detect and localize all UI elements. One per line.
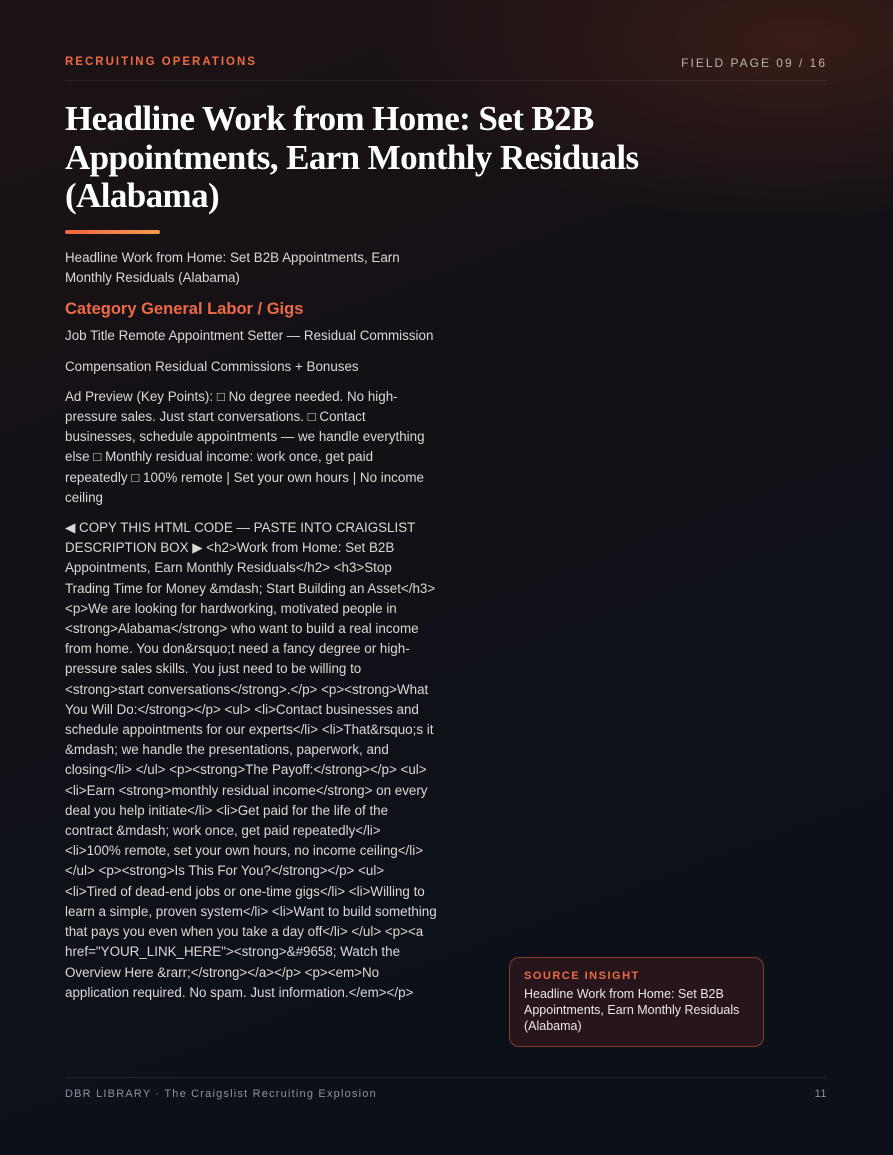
html-code-paragraph: ◀ COPY THIS HTML CODE — PASTE INTO CRAIGSLIST DESCRIPTION BOX ▶ <h2>Work from Home: Set B2B Appointments, Earn Monthly Residuals</h2> <h3>Stop Trading Time for Money &mdash; Start Building an Asset</h3> <p>We are looking for hardworking, motivated people in <strong>Alabama</strong> who want to build a real income from home. You don&rsquo;t need a fancy degree or high-pressure sales skills. You just need to be willing to <strong>start conversations</strong>.</p> <p><strong>What You Will Do:</strong></p> <ul> <li>Contact businesses and schedule appointments for our experts</li> <li>That&rsquo;s it &mdash; we handle the presentations, paperwork, and closing</li> </ul> <p><strong>The Payoff:</strong></p> <ul> <li>Earn <strong>monthly residual income</strong> on every deal you help initiate</li> <li>Get paid for the life of the contract &mdash; work once, get paid repeatedly</li> <li>100% remote, set your own hours, no income ceiling</li> </ul> <p><strong>Is This For You?</strong></p> <ul> <li>Tired of dead-end jobs or one-time gigs</li> <li>Willing to learn a simple, proven system</li> <li>Want to build something that pays you even when you take a day off</li> </ul> <p><a href="YOUR_LINK_HERE"><strong>&#9658; Watch the Overview Here &rarr;</strong></a></p> <p><em>No application required. No spam. Just information.</em></p> bbox=[65, 520, 437, 1000]
category-heading: Category General Labor / Gigs bbox=[65, 300, 304, 319]
page-footer bbox=[65, 1077, 827, 1100]
headline-paragraph: Headline Work from Home: Set B2B Appointments, Earn Monthly Residuals (Alabama) bbox=[65, 250, 400, 286]
ad-preview-paragraph: Ad Preview (Key Points): □ No degree needed. No high-pressure sales. Just start conversations. □ Contact businesses, schedule appointments — we handle everything else □ Monthly residual income: work once, get paid repeatedly □ 100% remote | Set your own hours | No income ceiling bbox=[65, 388, 425, 505]
title-accent-divider bbox=[65, 230, 160, 234]
source-insight-callout bbox=[509, 957, 764, 1047]
page-number: 11 bbox=[814, 1088, 827, 1100]
body-column bbox=[65, 248, 437, 1013]
section-kicker: RECRUITING OPERATIONS bbox=[65, 56, 257, 68]
compensation-paragraph: Compensation Residual Commissions + Bonuses bbox=[65, 358, 359, 374]
page-title: Headline Work from Home: Set B2B Appointments, Earn Monthly Residuals (Alabama) bbox=[65, 99, 639, 215]
field-page-indicator: FIELD PAGE 09 / 16 bbox=[681, 56, 827, 70]
callout-label: SOURCE INSIGHT bbox=[524, 970, 640, 982]
callout-text: Headline Work from Home: Set B2B Appointments, Earn Monthly Residuals (Alabama) bbox=[524, 987, 740, 1033]
job-title-paragraph: Job Title Remote Appointment Setter — Residual Commission bbox=[65, 328, 434, 344]
page-header bbox=[65, 56, 827, 81]
footer-source: DBR LIBRARY · The Craigslist Recruiting Explosion bbox=[65, 1088, 377, 1100]
